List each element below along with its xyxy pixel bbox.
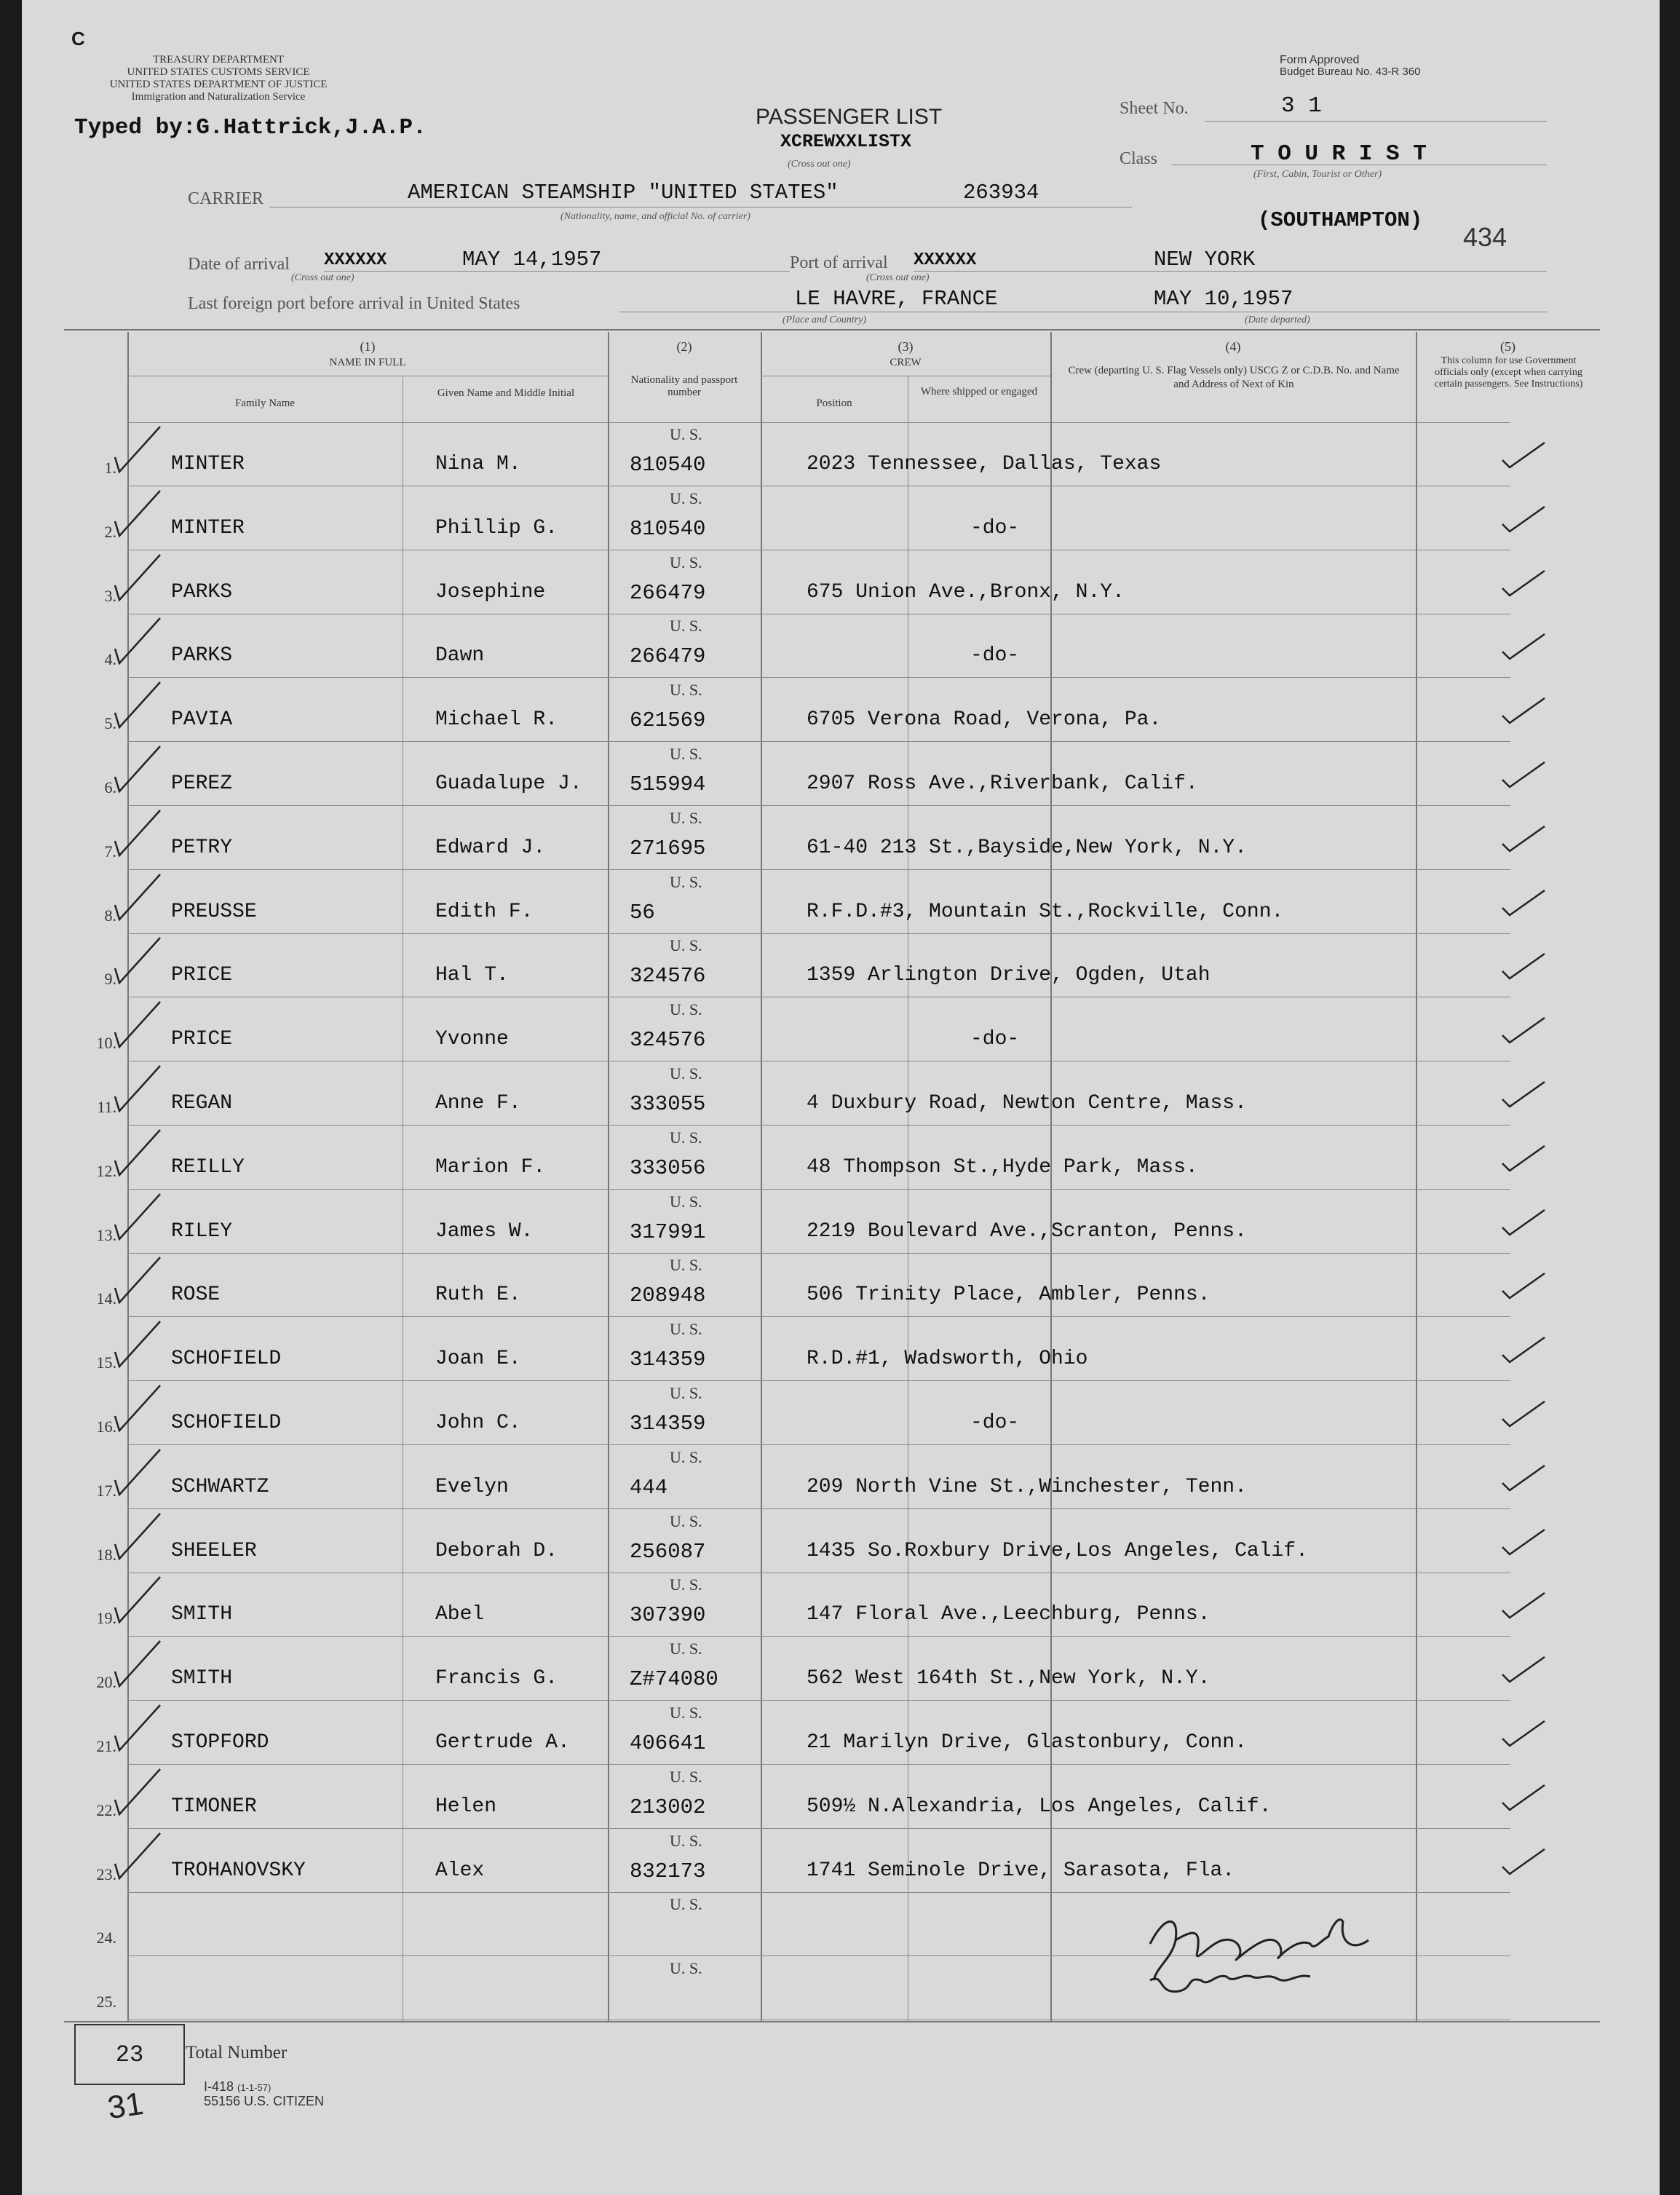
- family-name: PARKS: [171, 644, 233, 668]
- col1-number: (1): [360, 339, 376, 354]
- col4-number: (4): [1225, 339, 1241, 354]
- family-name: RILEY: [171, 1219, 233, 1243]
- carrier-number: 263934: [963, 181, 1039, 205]
- official-check-icon: [1498, 1397, 1549, 1431]
- family-name: PAVIA: [171, 708, 233, 732]
- given-name: John C.: [435, 1412, 521, 1434]
- col3-number: (3): [898, 339, 914, 354]
- given-name: Ruth E.: [435, 1284, 521, 1307]
- passport-number: 56: [630, 900, 655, 925]
- given-name: Gertrude A.: [435, 1731, 570, 1754]
- table-row: [22, 933, 1660, 997]
- given-name: Francis G.: [435, 1667, 558, 1690]
- official-check-icon: [1498, 1589, 1549, 1622]
- agency-line: Immigration and Naturalization Service: [131, 91, 306, 103]
- table-row: [22, 1253, 1660, 1317]
- table-row: [22, 1701, 1660, 1765]
- nationality: U. S.: [670, 1128, 702, 1147]
- next-of-kin-address: 562 West 164th St.,New York, N.Y.: [807, 1667, 1211, 1690]
- family-name: PRICE: [171, 964, 233, 987]
- next-of-kin-address: 506 Trinity Place, Ambler, Penns.: [807, 1284, 1211, 1307]
- family-name: REGAN: [171, 1092, 233, 1115]
- signature-scrawl: [1136, 1900, 1398, 2002]
- table-row: [22, 1637, 1660, 1701]
- given-name: Deborah D.: [435, 1539, 558, 1562]
- given-name: Marion F.: [435, 1155, 546, 1179]
- row-number: 24.: [96, 1929, 116, 1947]
- official-check-icon: [1498, 438, 1549, 472]
- table-row: [22, 678, 1660, 742]
- official-check-icon: [1498, 758, 1549, 791]
- passport-number: 266479: [630, 580, 706, 605]
- next-of-kin-address: 2907 Ross Ave.,Riverbank, Calif.: [807, 772, 1198, 795]
- next-of-kin-address: 509½ N.Alexandria, Los Angeles, Calif.: [807, 1795, 1272, 1818]
- official-check-icon: [1498, 1142, 1549, 1175]
- official-check-icon: [1498, 1461, 1549, 1495]
- row-number: 3.: [104, 586, 116, 605]
- row-number: 16.: [96, 1417, 116, 1436]
- official-check-icon: [1498, 1653, 1549, 1686]
- given-name: Joan E.: [435, 1348, 521, 1371]
- col5-title: This column for use Government officials only (except when carrying certain passengers. See Instructions): [1434, 355, 1583, 389]
- next-of-kin-address: -do-: [970, 1028, 1020, 1051]
- table-row: [22, 1445, 1660, 1509]
- check-tick-icon: [109, 1509, 167, 1562]
- next-of-kin-address: 1359 Arlington Drive, Ogden, Utah: [807, 964, 1211, 987]
- nationality: U. S.: [670, 1192, 702, 1211]
- table-row: [22, 1381, 1660, 1445]
- given-name: James W.: [435, 1219, 534, 1243]
- table-row: [22, 614, 1660, 678]
- family-name: PETRY: [171, 836, 233, 859]
- form-date: (1-1-57): [237, 2082, 272, 2093]
- sheet-underline: [1205, 121, 1547, 122]
- where-shipped-header: Where shipped or engaged: [920, 386, 1038, 398]
- sheet-number: 3 1: [1281, 93, 1322, 119]
- row-number: 15.: [96, 1353, 116, 1372]
- typed-by: Typed by:G.Hattrick,J.A.P.: [74, 115, 427, 141]
- row-number: 18.: [96, 1545, 116, 1564]
- table-row: [22, 1317, 1660, 1381]
- official-check-icon: [1498, 1013, 1549, 1047]
- next-of-kin-address: 61-40 213 St.,Bayside,New York, N.Y.: [807, 836, 1247, 859]
- next-of-kin-address: 4 Duxbury Road, Newton Centre, Mass.: [807, 1092, 1247, 1115]
- check-tick-icon: [109, 1061, 167, 1114]
- class-value: T O U R I S T: [1251, 141, 1427, 167]
- nationality: U. S.: [670, 1640, 702, 1658]
- given-name: Guadalupe J.: [435, 772, 582, 795]
- row-number: 13.: [96, 1225, 116, 1244]
- table-row: [22, 1509, 1660, 1573]
- departed-value: MAY 10,1957: [1154, 287, 1293, 311]
- family-name-header: Family Name: [234, 398, 296, 409]
- given-name: Abel: [435, 1603, 485, 1626]
- given-name: Alex: [435, 1859, 485, 1882]
- col4-title: Crew (departing U. S. Flag Vessels only) USCG Z or C.D.B. No. and Name and Address of Next of Kin: [1068, 365, 1400, 390]
- official-check-icon: [1498, 694, 1549, 727]
- next-of-kin-address: R.D.#1, Wadsworth, Ohio: [807, 1348, 1088, 1371]
- passport-number: 314359: [630, 1348, 706, 1372]
- check-tick-icon: [109, 1317, 167, 1369]
- official-check-icon: [1498, 502, 1549, 536]
- nationality: U. S.: [670, 1959, 702, 1978]
- next-of-kin-address: R.F.D.#3, Mountain St.,Rockville, Conn.: [807, 900, 1284, 923]
- corner-letter: C: [71, 28, 85, 50]
- nationality: U. S.: [670, 1704, 702, 1722]
- row-number: 19.: [96, 1609, 116, 1628]
- given-name-header: Given Name and Middle Initial: [437, 387, 575, 399]
- passport-number: 256087: [630, 1539, 706, 1564]
- carrier-note: (Nationality, name, and official No. of carrier): [560, 211, 750, 222]
- table-row: [22, 1956, 1660, 2020]
- table-row: [22, 806, 1660, 870]
- row-number: 2.: [104, 522, 116, 541]
- crossed-out-crew-list: XCREWXXLISTX: [780, 131, 912, 152]
- official-check-icon: [1498, 1525, 1549, 1559]
- passport-number: 832173: [630, 1859, 706, 1883]
- given-name: Yvonne: [435, 1028, 509, 1051]
- check-tick-icon: [109, 742, 167, 794]
- check-tick-icon: [109, 550, 167, 603]
- row-number: 9.: [104, 970, 116, 989]
- nationality: U. S.: [670, 745, 702, 763]
- departed-note: (Date departed): [1245, 315, 1310, 325]
- nationality: U. S.: [670, 1384, 702, 1402]
- budget-bureau: Budget Bureau No. 43-R 360: [1280, 66, 1421, 78]
- passport-number: 515994: [630, 772, 706, 796]
- row-number: 22.: [96, 1800, 116, 1819]
- official-check-icon: [1498, 1717, 1549, 1750]
- date-arrival-label: Date of arrival: [188, 255, 290, 274]
- official-check-icon: [1498, 630, 1549, 663]
- nationality: U. S.: [670, 1000, 702, 1019]
- passport-number: 307390: [630, 1603, 706, 1628]
- table-row: [22, 997, 1660, 1061]
- official-check-icon: [1498, 1845, 1549, 1878]
- passport-number: 208948: [630, 1284, 706, 1308]
- row-number: 7.: [104, 842, 116, 861]
- passport-number: 406641: [630, 1731, 706, 1755]
- passport-number: 444: [630, 1475, 668, 1500]
- class-label: Class: [1120, 149, 1158, 168]
- table-row: [22, 1573, 1660, 1637]
- check-tick-icon: [109, 678, 167, 730]
- nationality: U. S.: [670, 1511, 702, 1530]
- family-name: PREUSSE: [171, 900, 257, 923]
- passport-number: 266479: [630, 644, 706, 669]
- port-arrival-value: NEW YORK: [1154, 248, 1256, 272]
- nationality: U. S.: [670, 681, 702, 700]
- agency-line: UNITED STATES DEPARTMENT OF JUSTICE: [109, 79, 328, 90]
- col1-title: NAME IN FULL: [329, 357, 406, 368]
- family-name: MINTER: [171, 516, 245, 539]
- given-name: Phillip G.: [435, 516, 558, 539]
- next-of-kin-address: 2023 Tennessee, Dallas, Texas: [807, 453, 1162, 475]
- table-row: [22, 550, 1660, 614]
- passport-number: 621569: [630, 708, 706, 733]
- check-tick-icon: [109, 1765, 167, 1817]
- family-name: PARKS: [171, 580, 233, 604]
- passport-number: 271695: [630, 836, 706, 861]
- family-name: TROHANOVSKY: [171, 1859, 306, 1882]
- family-name: PRICE: [171, 1028, 233, 1051]
- check-tick-icon: [109, 806, 167, 858]
- row-number: 11.: [97, 1098, 116, 1116]
- row-number: 8.: [104, 906, 116, 925]
- place-note: (Place and Country): [782, 315, 867, 325]
- official-check-icon: [1498, 949, 1549, 983]
- family-name: SMITH: [171, 1667, 233, 1690]
- next-of-kin-address: 6705 Verona Road, Verona, Pa.: [807, 708, 1162, 732]
- passport-number: 333055: [630, 1092, 706, 1116]
- handwritten-total: 31: [105, 2085, 146, 2127]
- table-bottom-rule: [64, 2021, 1600, 2022]
- port-arrival-label: Port of arrival: [790, 253, 888, 272]
- nationality: U. S.: [670, 1767, 702, 1786]
- row-number: 25.: [96, 1993, 116, 2012]
- nationality: U. S.: [670, 1256, 702, 1275]
- row-number: 10.: [96, 1034, 116, 1053]
- next-of-kin-address: 1741 Seminole Drive, Sarasota, Fla.: [807, 1859, 1235, 1882]
- next-of-kin-address: 2219 Boulevard Ave.,Scranton, Penns.: [807, 1219, 1247, 1243]
- check-tick-icon: [109, 1573, 167, 1625]
- date-arrival-value: MAY 14,1957: [462, 248, 602, 272]
- row-number: 17.: [96, 1481, 116, 1500]
- form-number-line: [204, 2079, 271, 2095]
- nationality: U. S.: [670, 1895, 702, 1914]
- next-of-kin-address: 21 Marilyn Drive, Glastonbury, Conn.: [807, 1731, 1247, 1754]
- carrier-value: AMERICAN STEAMSHIP "UNITED STATES": [408, 181, 839, 205]
- nationality: U. S.: [670, 1447, 702, 1466]
- col5-number: (5): [1500, 339, 1515, 354]
- check-tick-icon: [109, 1829, 167, 1881]
- row-number: 20.: [96, 1673, 116, 1692]
- row-number: 6.: [104, 778, 116, 796]
- given-name: Josephine: [435, 580, 546, 604]
- form-number: I-418: [204, 2079, 234, 2094]
- check-tick-icon: [109, 1701, 167, 1753]
- given-name: Michael R.: [435, 708, 558, 732]
- table-row: [22, 1126, 1660, 1190]
- next-of-kin-address: 675 Union Ave.,Bronx, N.Y.: [807, 580, 1125, 604]
- row-number: 12.: [96, 1161, 116, 1180]
- class-note: (First, Cabin, Tourist or Other): [1253, 169, 1382, 180]
- table-row: [22, 1892, 1660, 1956]
- last-port-value: LE HAVRE, FRANCE: [795, 287, 998, 311]
- family-name: STOPFORD: [171, 1731, 269, 1754]
- total-number-box: [74, 2024, 185, 2085]
- official-check-icon: [1498, 822, 1549, 855]
- check-tick-icon: [109, 1190, 167, 1242]
- agency-line: UNITED STATES CUSTOMS SERVICE: [127, 66, 310, 78]
- next-of-kin-address: -do-: [970, 516, 1020, 539]
- family-name: SCHOFIELD: [171, 1348, 282, 1371]
- passport-number: 314359: [630, 1412, 706, 1436]
- table-row: [22, 1061, 1660, 1126]
- check-tick-icon: [109, 870, 167, 922]
- row-number: 1.: [104, 459, 116, 477]
- family-name: MINTER: [171, 453, 245, 475]
- nationality: U. S.: [670, 1064, 702, 1083]
- next-of-kin-address: -do-: [970, 644, 1020, 668]
- passenger-list-sheet: [22, 0, 1660, 2195]
- port-arrival-crossed: XXXXXX: [914, 250, 977, 270]
- given-name: Edith F.: [435, 900, 534, 923]
- passport-number: 324576: [630, 1028, 706, 1053]
- given-name: Evelyn: [435, 1475, 509, 1498]
- official-check-icon: [1498, 1333, 1549, 1367]
- official-check-icon: [1498, 566, 1549, 600]
- family-name: TIMONER: [171, 1795, 257, 1818]
- col2-title: Nationality and passport number: [630, 374, 738, 398]
- table-row: [22, 1190, 1660, 1254]
- check-tick-icon: [109, 1445, 167, 1498]
- table-top-rule: [64, 329, 1600, 331]
- check-tick-icon: [109, 422, 167, 475]
- family-name: SCHOFIELD: [171, 1412, 282, 1434]
- passport-number: 333056: [630, 1155, 706, 1180]
- official-check-icon: [1498, 886, 1549, 919]
- family-name: SCHWARTZ: [171, 1475, 269, 1498]
- passport-number: 324576: [630, 964, 706, 989]
- date-arrival-crossed: XXXXXX: [324, 250, 387, 270]
- carrier-label: CARRIER: [188, 189, 264, 208]
- check-tick-icon: [109, 1381, 167, 1433]
- row-number: 14.: [96, 1289, 116, 1308]
- nationality: U. S.: [670, 489, 702, 507]
- check-tick-icon: [109, 1126, 167, 1178]
- given-name: Nina M.: [435, 453, 521, 475]
- form-approved: Form Approved: [1280, 54, 1360, 66]
- last-port-label: Last foreign port before arrival in United States: [188, 294, 520, 313]
- table-row: [22, 422, 1660, 486]
- nationality: U. S.: [670, 936, 702, 955]
- table-row: [22, 486, 1660, 550]
- check-tick-icon: [109, 614, 167, 666]
- next-of-kin-address: 147 Floral Ave.,Leechburg, Penns.: [807, 1603, 1211, 1626]
- given-name: Hal T.: [435, 964, 509, 987]
- nationality: U. S.: [670, 553, 702, 572]
- family-name: PEREZ: [171, 772, 233, 795]
- form-title: PASSENGER LIST: [756, 105, 943, 129]
- row-number: 23.: [96, 1864, 116, 1883]
- cross-out-note: (Cross out one): [788, 159, 851, 170]
- date-cross-note: (Cross out one): [291, 272, 354, 283]
- table-row: [22, 870, 1660, 934]
- check-tick-icon: [109, 1253, 167, 1305]
- nationality: U. S.: [670, 425, 702, 443]
- next-of-kin-address: 1435 So.Roxbury Drive,Los Angeles, Calif.: [807, 1539, 1308, 1562]
- official-check-icon: [1498, 1781, 1549, 1814]
- family-name: ROSE: [171, 1284, 221, 1307]
- table-row: [22, 1829, 1660, 1893]
- nationality: U. S.: [670, 872, 702, 891]
- given-name: Anne F.: [435, 1092, 521, 1115]
- official-check-icon: [1498, 1206, 1549, 1239]
- check-tick-icon: [109, 933, 167, 986]
- family-name: SHEELER: [171, 1539, 257, 1562]
- next-of-kin-address: -do-: [970, 1412, 1020, 1434]
- table-row: [22, 1765, 1660, 1829]
- handwritten-number: 434: [1463, 222, 1507, 252]
- family-name: SMITH: [171, 1603, 233, 1626]
- total-number-value: 23: [115, 2041, 144, 2068]
- passport-number: 213002: [630, 1795, 706, 1819]
- row-number: 5.: [104, 714, 116, 733]
- total-number-label: Total Number: [186, 2043, 288, 2062]
- nationality: U. S.: [670, 617, 702, 636]
- passport-number: 810540: [630, 516, 706, 541]
- agency-block: [98, 54, 338, 103]
- position-header: Position: [816, 398, 852, 409]
- next-of-kin-address: 209 North Vine St.,Winchester, Tenn.: [807, 1475, 1247, 1498]
- official-check-icon: [1498, 1077, 1549, 1111]
- nationality: U. S.: [670, 1575, 702, 1594]
- table-row: [22, 742, 1660, 806]
- check-tick-icon: [109, 1637, 167, 1689]
- sheet-label: Sheet No.: [1120, 99, 1189, 118]
- passport-number: 810540: [630, 453, 706, 477]
- given-name: Helen: [435, 1795, 497, 1818]
- check-tick-icon: [109, 997, 167, 1050]
- official-check-icon: [1498, 1269, 1549, 1302]
- nationality: U. S.: [670, 1831, 702, 1850]
- citizen-line: 55156 U.S. CITIZEN: [204, 2094, 325, 2108]
- given-name: Edward J.: [435, 836, 546, 859]
- family-name: REILLY: [171, 1155, 245, 1179]
- passport-number: 317991: [630, 1219, 706, 1244]
- given-name: Dawn: [435, 644, 485, 668]
- next-of-kin-address: 48 Thompson St.,Hyde Park, Mass.: [807, 1155, 1198, 1179]
- passport-number: Z#74080: [630, 1667, 718, 1692]
- check-tick-icon: [109, 486, 167, 539]
- row-number: 21.: [96, 1737, 116, 1755]
- agency-line: TREASURY DEPARTMENT: [152, 54, 285, 66]
- row-number: 4.: [104, 650, 116, 669]
- col2-number: (2): [676, 339, 692, 354]
- southampton: (SOUTHAMPTON): [1258, 208, 1423, 232]
- port-cross-note: (Cross out one): [866, 272, 930, 283]
- col3-title: CREW: [889, 357, 922, 368]
- nationality: U. S.: [670, 1320, 702, 1339]
- nationality: U. S.: [670, 808, 702, 827]
